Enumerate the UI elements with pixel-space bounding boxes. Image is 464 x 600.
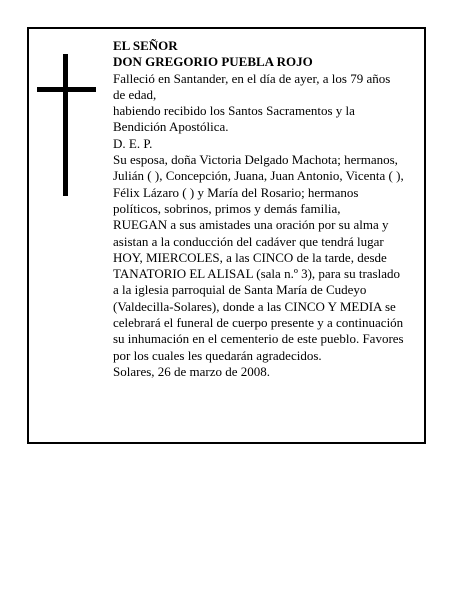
body-line: Su esposa, doña Victoria Delgado Machota; hermanos, (113, 152, 398, 168)
body-line: a la iglesia parroquial de Santa María de Cudeyo (113, 282, 367, 298)
body-line: celebrará el funeral de cuerpo presente y a continuación (113, 315, 404, 331)
body-line: Solares, 26 de marzo de 2008. (113, 363, 271, 379)
body-line: habiendo recibido los Santos Sacramentos y la (113, 103, 355, 119)
body-line: asistan a la conducción del cadáver que tendrá lugar (113, 233, 384, 249)
body-line: de edad, (113, 86, 157, 102)
body-line: D. E. P. (113, 135, 153, 151)
cross-icon-bar (37, 87, 96, 92)
body-line: por los cuales les quedarán agradecidos. (113, 347, 322, 363)
body-line: Julián ( ), Concepción, Juana, Juan Antonio, Vicenta ( ), (113, 168, 404, 184)
body-line: Bendición Apostólica. (113, 119, 229, 135)
cross-icon (63, 54, 68, 196)
body-line: Falleció en Santander, en el día de ayer, a los 79 años (113, 70, 391, 86)
body-line: políticos, sobrinos, primos y demás familia, (113, 200, 341, 216)
obituary-text (113, 38, 423, 380)
body-line: RUEGAN a sus amistades una oración por su alma y (113, 217, 389, 233)
body-line: Félix Lázaro ( ) y María del Rosario; hermanos (113, 184, 359, 200)
title-line-1: EL SEÑOR (113, 38, 178, 53)
body-line: su inhumación en el cementerio de este pueblo. Favores (113, 331, 404, 347)
title-line-2: DON GREGORIO PUEBLA ROJO (113, 54, 313, 70)
body-line: (Valdecilla-Solares), donde a las CINCO Y MEDIA se (113, 298, 396, 314)
body-line: TANATORIO EL ALISAL (sala n.º 3), para su traslado (113, 266, 401, 282)
body-line: HOY, MIERCOLES, a las CINCO de la tarde, desde (113, 249, 387, 265)
